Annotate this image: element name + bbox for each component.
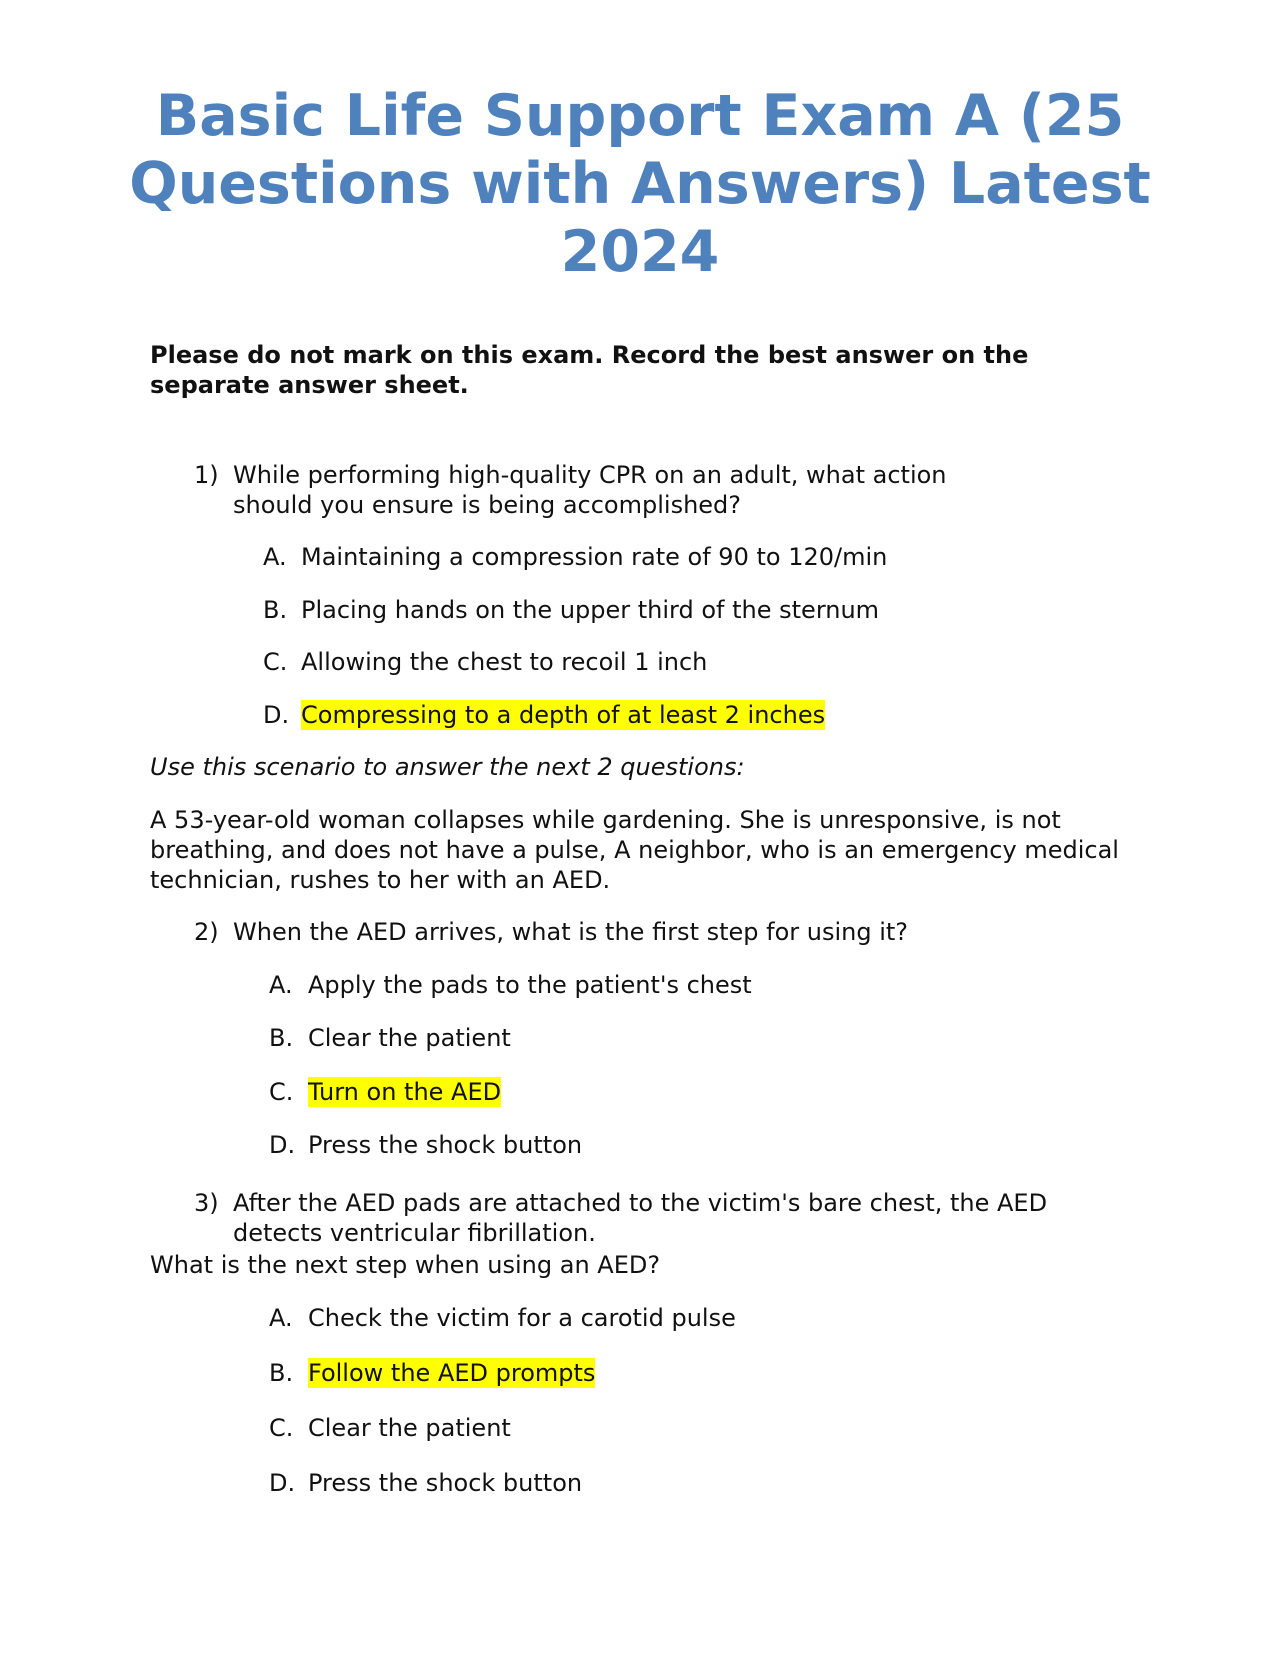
option-text: Press the shock button <box>308 1131 583 1159</box>
correct-answer-highlight: Compressing to a depth of at least 2 inches <box>301 701 826 729</box>
option-text: Clear the patient <box>308 1024 511 1052</box>
option-text: Allowing the chest to recoil 1 inch <box>301 648 708 676</box>
option-letter: C. <box>269 1078 294 1106</box>
question-text: When the AED arrives, what is the first step for using it? <box>233 918 909 946</box>
question-continuation: What is the next step when using an AED? <box>150 1251 661 1279</box>
option-letter: C. <box>263 648 288 676</box>
question-number: 1) <box>194 461 219 489</box>
scenario-text: A 53-year-old woman collapses while gardening. She is unresponsive, is not breathing, and does not have a pulse, A neighbor, who is an emergency medical technician, rushes to her with an AED. <box>150 806 1119 894</box>
option-letter: B. <box>269 1024 294 1052</box>
option-letter: D. <box>263 701 290 729</box>
document-title: Basic Life Support Exam A (25 Questions with Answers) Latest 2024 <box>129 83 1151 285</box>
correct-answer-highlight: Follow the AED prompts <box>308 1359 596 1387</box>
question-text: After the AED pads are attached to the victim's bare chest, the AED detects ventricular fibrillation. <box>233 1189 1048 1247</box>
option-letter: A. <box>269 971 293 999</box>
option-text: Check the victim for a carotid pulse <box>308 1304 736 1332</box>
option-text: Clear the patient <box>308 1414 511 1442</box>
question-number: 3) <box>194 1189 219 1217</box>
exam-instruction: Please do not mark on this exam. Record the best answer on the separate answer sheet. <box>150 341 1029 399</box>
question-number: 2) <box>194 918 219 946</box>
question-text: While performing high-quality CPR on an adult, what action should you ensure is being accomplished? <box>233 461 947 519</box>
option-letter: D. <box>269 1469 296 1497</box>
option-letter: C. <box>269 1414 294 1442</box>
scenario-intro: Use this scenario to answer the next 2 questions: <box>150 753 745 781</box>
option-text: Press the shock button <box>308 1469 583 1497</box>
option-letter: B. <box>263 596 288 624</box>
option-letter: D. <box>269 1131 296 1159</box>
option-text: Placing hands on the upper third of the sternum <box>301 596 880 624</box>
option-letter: A. <box>269 1304 293 1332</box>
correct-answer-highlight: Turn on the AED <box>308 1078 502 1106</box>
option-letter: A. <box>263 543 287 571</box>
option-text: Apply the pads to the patient's chest <box>308 971 752 999</box>
option-text: Maintaining a compression rate of 90 to 120/min <box>301 543 888 571</box>
option-letter: B. <box>269 1359 294 1387</box>
